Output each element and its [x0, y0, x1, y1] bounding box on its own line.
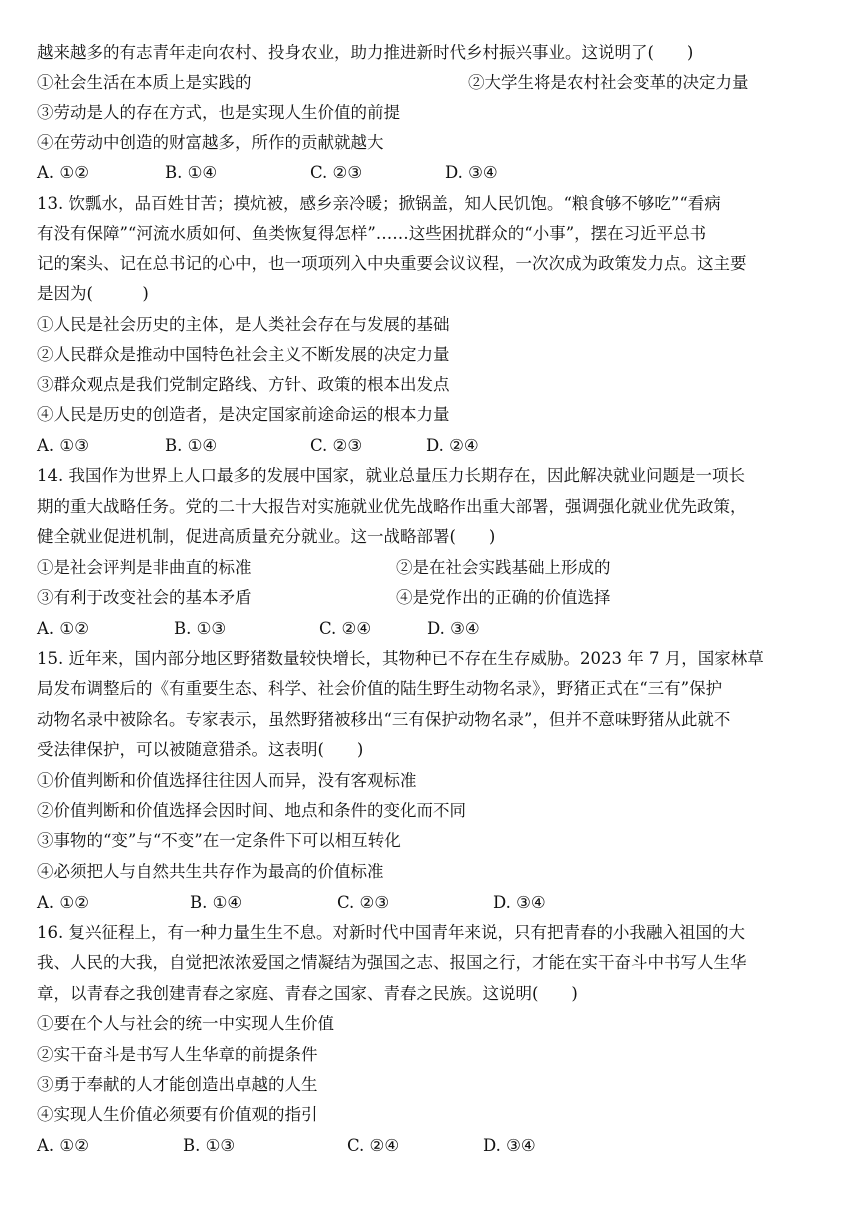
statement-2: ②价值判断和价值选择会因时间、地点和条件的变化而不同 — [37, 801, 466, 820]
choice-a[interactable]: A. ①② — [37, 619, 89, 638]
question-13-stem-line: 有没有保障”“河流水质如何、鱼类恢复得怎样”……这些困扰群众的“小事”，摆在习近平总书 — [37, 224, 707, 243]
question-13-stem-line: 是因为( ) — [37, 284, 149, 303]
choice-d[interactable]: D. ②④ — [426, 436, 479, 455]
answer-choices — [37, 162, 837, 184]
statement-2: ②大学生将是农村社会变革的决定力量 — [468, 73, 749, 92]
question-14-stem-line: 期的重大战略任务。党的二十大报告对实施就业优先战略作出重大部署，强调强化就业优先政策， — [37, 497, 747, 516]
statement-1: ①人民是社会历史的主体，是人类社会存在与发展的基础 — [37, 315, 450, 334]
statement-4: ④在劳动中创造的财富越多，所作的贡献就越大 — [37, 133, 384, 152]
statement-1: ①社会生活在本质上是实践的 — [37, 73, 252, 92]
statement-3: ③有利于改变社会的基本矛盾 — [37, 588, 252, 607]
choice-a[interactable]: A. ①② — [37, 893, 89, 912]
choice-b[interactable]: B. ①③ — [174, 619, 227, 638]
question-14-stem-line: 健全就业促进机制，促进高质量充分就业。这一战略部署( ) — [37, 527, 496, 546]
choice-d[interactable]: D. ③④ — [445, 163, 498, 182]
answer-choices — [37, 435, 837, 457]
statement-4: ④必须把人与自然共生共存作为最高的价值标准 — [37, 862, 384, 881]
choice-d[interactable]: D. ③④ — [427, 619, 480, 638]
choice-b[interactable]: B. ①④ — [165, 163, 218, 182]
choice-c[interactable]: C. ②③ — [310, 436, 363, 455]
statement-1: ①价值判断和价值选择往往因人而异，没有客观标准 — [37, 771, 417, 790]
question-16-stem-line: 章，以青春之我创建青春之家庭、青春之国家、青春之民族。这说明( ) — [37, 984, 578, 1003]
question-16-stem-line: 我、人民的大我，自觉把浓浓爱国之情凝结为强国之志、报国之行，才能在实干奋斗中书写人生华 — [37, 953, 747, 972]
statement-1: ①要在个人与社会的统一中实现人生价值 — [37, 1014, 334, 1033]
choice-c[interactable]: C. ②④ — [347, 1136, 400, 1155]
choice-a[interactable]: A. ①③ — [37, 436, 89, 455]
choice-b[interactable]: B. ①③ — [183, 1136, 236, 1155]
choice-c[interactable]: C. ②③ — [337, 893, 390, 912]
question-stem-line: 越来越多的有志青年走向农村、投身农业，助力推进新时代乡村振兴事业。这说明了( ) — [37, 43, 694, 62]
statement-2: ②是在社会实践基础上形成的 — [396, 558, 611, 577]
statement-4: ④人民是历史的创造者，是决定国家前途命运的根本力量 — [37, 405, 450, 424]
answer-choices — [37, 892, 837, 914]
statement-3: ③群众观点是我们党制定路线、方针、政策的根本出发点 — [37, 375, 450, 394]
statement-3: ③劳动是人的存在方式，也是实现人生价值的前提 — [37, 103, 400, 122]
choice-c[interactable]: C. ②④ — [319, 619, 372, 638]
choice-d[interactable]: D. ③④ — [493, 893, 546, 912]
statement-4: ④实现人生价值必须要有价值观的指引 — [37, 1105, 318, 1124]
question-15-stem-line: 15. 近年来，国内部分地区野猪数量较快增长，其物种已不存在生存威胁。2023 年 7 月，国家林草 — [37, 649, 764, 668]
question-13-stem-line: 13. 饮瓢水，品百姓甘苦；摸炕被，感乡亲冷暖；掀锅盖，知人民饥饱。“粮食够不够吃”“看病 — [37, 194, 721, 213]
statement-3: ③勇于奉献的人才能创造出卓越的人生 — [37, 1075, 318, 1094]
choice-c[interactable]: C. ②③ — [310, 163, 363, 182]
question-15-stem-line: 动物名录中被除名。专家表示，虽然野猪被移出“三有保护动物名录”，但并不意味野猪从此就不 — [37, 710, 731, 729]
choice-a[interactable]: A. ①② — [37, 163, 89, 182]
answer-choices — [37, 618, 837, 640]
choice-b[interactable]: B. ①④ — [165, 436, 218, 455]
question-15-stem-line: 局发布调整后的《有重要生态、科学、社会价值的陆生野生动物名录》，野猪正式在“三有”保护 — [37, 679, 723, 698]
question-13-stem-line: 记的案头、记在总书记的心中，也一项项列入中央重要会议议程，一次次成为政策发力点。这主要 — [37, 254, 747, 273]
statement-3: ③事物的“变”与“不变”在一定条件下可以相互转化 — [37, 831, 401, 850]
choice-b[interactable]: B. ①④ — [190, 893, 243, 912]
statement-2: ②人民群众是推动中国特色社会主义不断发展的决定力量 — [37, 345, 450, 364]
question-16-stem-line: 16. 复兴征程上，有一种力量生生不息。对新时代中国青年来说，只有把青春的小我融入祖国的大 — [37, 923, 745, 942]
statement-1: ①是社会评判是非曲直的标准 — [37, 558, 252, 577]
question-14-stem-line: 14. 我国作为世界上人口最多的发展中国家，就业总量压力长期存在，因此解决就业问题是一项长 — [37, 466, 745, 485]
question-15-stem-line: 受法律保护，可以被随意猎杀。这表明( ) — [37, 740, 364, 759]
answer-choices — [37, 1135, 837, 1157]
choice-a[interactable]: A. ①② — [37, 1136, 89, 1155]
choice-d[interactable]: D. ③④ — [483, 1136, 536, 1155]
statement-4: ④是党作出的正确的价值选择 — [396, 588, 611, 607]
statement-2: ②实干奋斗是书写人生华章的前提条件 — [37, 1045, 318, 1064]
